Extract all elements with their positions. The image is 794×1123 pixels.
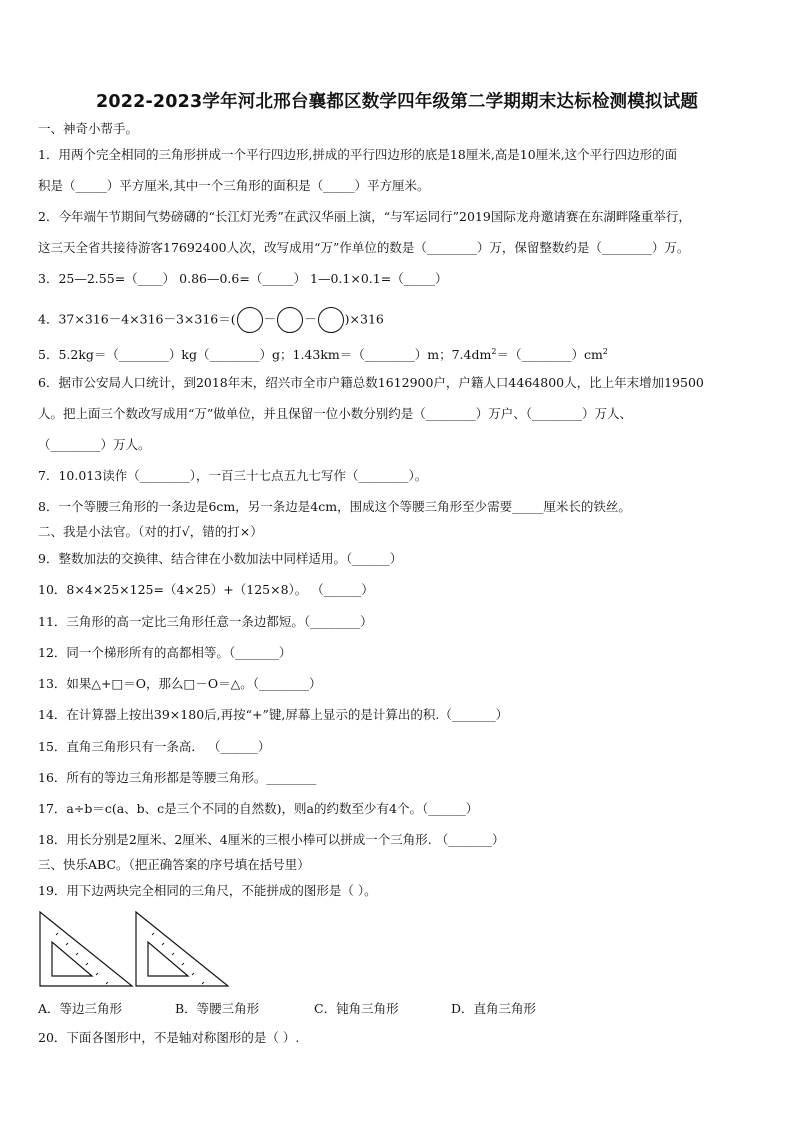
set-square-pair-icon [36,908,236,990]
question-1-line-1: 1．用两个完全相同的三角形拼成一个平行四边形,拼成的平行四边形的底是18厘米,高是10厘米,这个平行四边形的面 [38,147,678,162]
section-1-heading: 一、神奇小帮手。 [38,121,139,136]
set-square-right [136,912,228,986]
question-11: 11．三角形的高一定比三角形任意一条边都短。（________） [38,614,373,629]
option-d[interactable]: D．直角三角形 [451,1001,537,1016]
question-6-line-1: 6．据市公安局人口统计，到2018年末，绍兴市全市户籍总数1612900户，户籍人口4464800人，比上年末增加19500 [38,375,704,390]
question-4-tail: )×316 [344,311,384,327]
option-a[interactable]: A．等边三角形 [38,1001,123,1016]
question-6-line-3: （________）万人。 [38,437,151,452]
squared-mark-2: 2 [602,347,608,356]
section-2-heading: 二、我是小法官。（对的打√，错的打×） [38,524,263,539]
question-2-line-1: 2．今年端午节期间气势磅礴的“长江灯光秀”在武汉华丽上演，“与军运同行”2019国际龙舟邀请赛在东湖畔隆重举行， [38,209,691,224]
question-3: 3．25—2.55=（____） 0.86—0.6=（_____） 1—0.1×0.1=（_____） [38,271,448,286]
question-5-part-1: 5．5.2kg＝（________）kg（________）g；1.43km＝（________）m；7.4dm [38,347,492,363]
option-c[interactable]: C．钝角三角形 [314,1001,399,1016]
question-1-line-2: 积是（_____）平方厘米,其中一个三角形的面积是（_____）平方厘米。 [38,178,430,193]
question-6-line-2: 人。把上面三个数改写成用“万”做单位，并且保留一位小数分别约是（________）万户、（________）万人、 [38,406,633,421]
question-17: 17．a÷b＝c(a、b、c是三个不同的自然数)，则a的约数至少有4个。（______） [38,801,479,816]
minus-sign-1: － [263,311,277,327]
question-16: 16．所有的等边三角形都是等腰三角形。________ [38,770,317,785]
set-square-left [40,912,132,986]
option-b[interactable]: B．等腰三角形 [175,1001,260,1016]
question-18: 18．用长分别是2厘米、2厘米、4厘米的三根小棒可以拼成一个三角形. （_______） [38,832,505,847]
question-7: 7．10.013读作（________），一百三十七点五九七写作（________）。 [38,468,428,483]
question-4-expression: 4．37×316－4×316－3×316＝( [38,311,236,327]
question-14: 14．在计算器上按出39×180后,再按“+”键,屏幕上显示的是计算出的积.（_______） [38,707,509,722]
question-20: 20．下面各图形中，不是轴对称图形的是（ ）. [38,1030,300,1045]
question-10: 10．8×4×25×125=（4×25）+（125×8）。 （______） [38,582,374,597]
answer-circle-1[interactable] [237,307,263,333]
question-9: 9．整数加法的交换律、结合律在小数加法中同样适用。（______） [38,551,403,566]
question-8: 8．一个等腰三角形的一条边是6cm，另一条边是4cm，围成这个等腰三角形至少需要_____厘米长的铁丝。 [38,499,631,514]
question-12: 12．同一个梯形所有的高都相等。（_______） [38,645,292,660]
minus-sign-2: － [304,311,317,327]
page-title: 2022-2023学年河北邢台襄都区数学四年级第二学期期末达标检测模拟试题 [95,92,699,112]
answer-circle-2[interactable] [277,307,303,333]
squared-mark-1: 2 [491,347,497,356]
section-3-heading: 三、快乐ABC。（把正确答案的序号填在括号里） [38,857,310,872]
question-15: 15．直角三角形只有一条高． （______） [38,739,271,754]
question-5 [38,344,608,363]
answer-circle-3[interactable] [318,307,344,333]
question-4 [38,307,384,333]
question-13: 13．如果△+□＝O，那么□－O＝△。（________） [38,676,322,691]
question-2-line-2: 这三天全省共接待游客17692400人次，改写成用“万”作单位的数是（________）万，保留整数约是（________）万。 [38,240,690,255]
question-5-part-2: ＝（________）cm [496,347,603,363]
question-19: 19．用下边两块完全相同的三角尺，不能拼成的图形是（ ）。 [38,883,377,898]
